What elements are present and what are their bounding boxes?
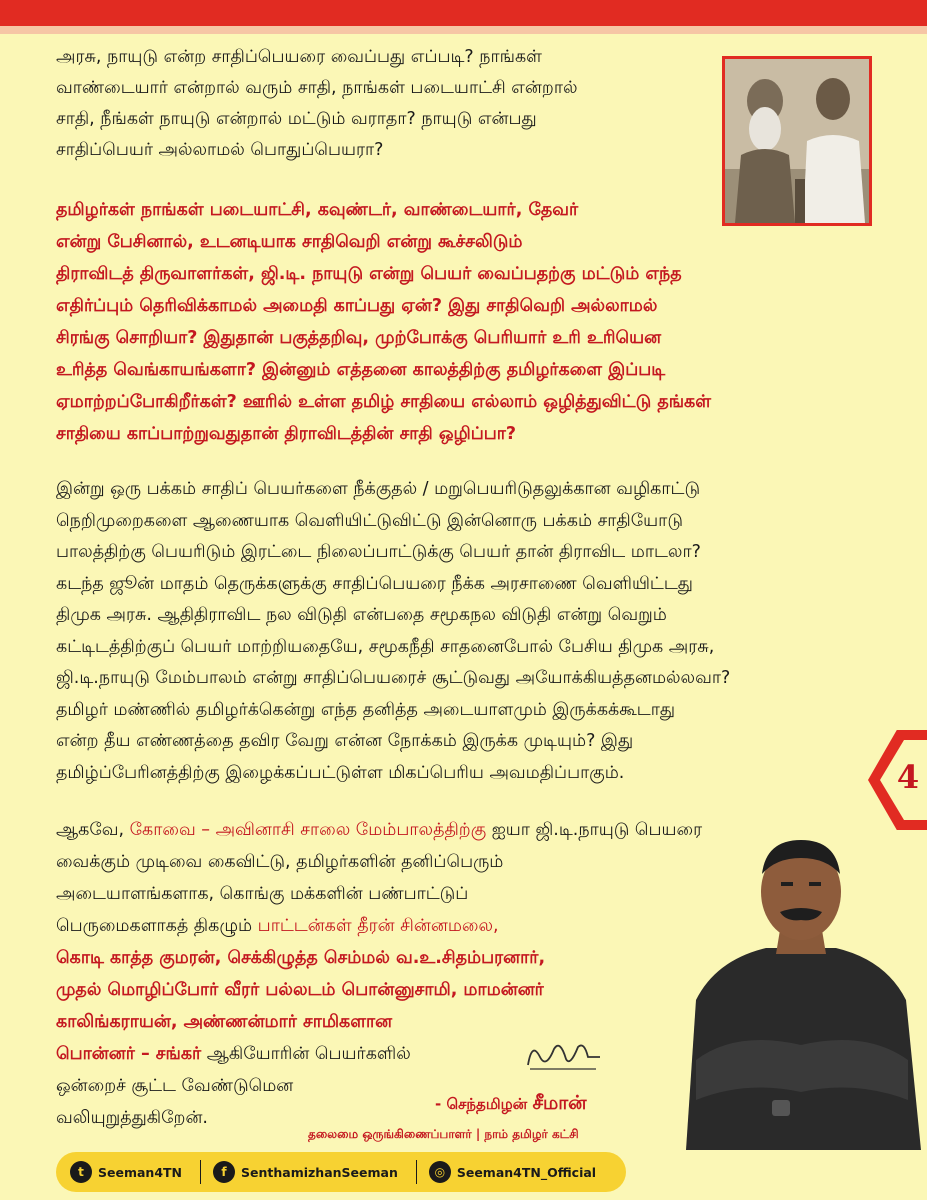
text-line: ஜி.டி.நாயுடு மேம்பாலம் என்று சாதிப்பெயரைச் சூட்டுவது அயோக்கியத்தனமல்லவா?: [56, 668, 731, 688]
social-label: SenthamizhanSeeman: [241, 1164, 398, 1180]
text-line: சாதிப்பெயர் அல்லாமல் பொதுப்பெயரா?: [56, 140, 384, 160]
social-instagram[interactable]: [429, 1161, 596, 1183]
divider: [200, 1160, 201, 1184]
text-line: பாலத்திற்கு பெயரிடும் இரட்டை நிலைப்பாட்டுக்கு பெயர் தான் திராவிட மாடலா?: [56, 542, 701, 562]
social-bar: [56, 1152, 626, 1192]
text-line: ஏமாற்றப்போகிறீர்கள்? ஊரில் உள்ள தமிழ் சாதியை எல்லாம் ஒழித்துவிட்டு தங்கள்: [56, 392, 712, 412]
text-line: தமிழ்ப்பேரினத்திற்கு இழைக்கப்பட்டுள்ள மிகப்பெரிய அவமதிப்பாகும்.: [56, 762, 625, 783]
text-line: திமுக அரசு. ஆதிதிராவிட நல விடுதி என்பதை சமூகநல விடுதி என்று வெறும்: [56, 605, 667, 625]
top-bar-fade: [0, 26, 927, 34]
text-line: காலிங்கராயன், அண்ணன்மார் சாமிகளான: [56, 1012, 393, 1032]
top-red-bar: [0, 0, 927, 26]
twitter-icon: t: [70, 1161, 92, 1183]
social-twitter[interactable]: [70, 1161, 182, 1183]
paragraph-2: [56, 194, 711, 450]
text-line: என்ற தீய எண்ணத்தை தவிர வேறு என்ன நோக்கம் இருக்க முடியும்? இது: [56, 731, 634, 751]
facebook-icon: f: [213, 1161, 235, 1183]
text-line: தமிழர் மண்ணில் தமிழர்க்கென்று எந்த தனித்த அடையாளமும் இருக்கக்கூடாது: [56, 699, 676, 720]
text-line: எதிர்ப்பும் தெரிவிக்காமல் அமைதி காப்பது ஏன்? இது சாதிவெறி அல்லாமல்: [56, 296, 658, 316]
text-line: வலியுறுத்துகிறேன்.: [56, 1108, 208, 1128]
paragraph-1: [56, 42, 578, 166]
signature: [520, 1035, 610, 1075]
text-line: கடந்த ஜூன் மாதம் தெருக்களுக்கு சாதிப்பெயரை நீக்க அரசாணை வெளியிட்டது: [56, 573, 693, 594]
instagram-icon: ◎: [429, 1161, 451, 1183]
text-line: கொடி காத்த குமரன், செக்கிழுத்த செம்மல் வ.உ.சிதம்பரனார்,: [56, 948, 546, 968]
text-line: வைக்கும் முடிவை கைவிட்டு, தமிழர்களின் தனிப்பெரும்: [56, 852, 504, 872]
text-line: என்று பேசினால், உடனடியாக சாதிவெறி என்று கூச்சலிடும்: [56, 232, 523, 252]
text-line: சாதி, நீங்கள் நாயுடு என்றால் மட்டும் வராதா? நாயுடு என்பது: [56, 109, 537, 129]
paragraph-4: [56, 814, 702, 1134]
historical-photo: [722, 56, 872, 226]
text-line: இன்று ஒரு பக்கம் சாதிப் பெயர்களை நீக்குதல் / மறுபெயரிடுதலுக்கான வழிகாட்டு: [56, 479, 701, 499]
text-line: உரித்த வெங்காயங்களா? இன்னும் எத்தனை காலத்திற்கு தமிழர்களை இப்படி: [56, 360, 666, 380]
signatory-name: - செந்தமிழன் சீமான்: [435, 1092, 587, 1114]
text-line: வாண்டையார் என்றால் வரும் சாதி, நாங்கள் படையாட்சி என்றால்: [56, 78, 578, 98]
text-line: ஒன்றைச் சூட்ட வேண்டுமென: [56, 1076, 294, 1096]
page-number: 4: [896, 758, 920, 796]
text-line: பொன்னர் – சங்கர் ஆகியோரின் பெயர்களில்: [56, 1044, 411, 1064]
text-line: திராவிடத் திருவாளர்கள், ஜி.டி. நாயுடு என்று பெயர் வைப்பதற்கு மட்டும் எந்த: [56, 264, 682, 284]
signatory-title: தலைமை ஒருங்கிணைப்பாளர் | நாம் தமிழர் கட்சி: [308, 1127, 579, 1141]
text-line: சாதியை காப்பாற்றுவதுதான் திராவிடத்தின் சாதி ஒழிப்பா?: [56, 424, 517, 444]
social-label: Seeman4TN_Official: [456, 1164, 597, 1180]
text-line: பெருமைகளாகத் திகழும் பாட்டன்கள் தீரன் சின்னமலை,: [56, 916, 499, 936]
paragraph-3: [56, 474, 730, 789]
social-facebook[interactable]: [213, 1161, 398, 1183]
text-line: கட்டிடத்திற்குப் பெயர் மாற்றியதையே, சமூகநீதி சாதனைபோல் பேசிய திமுக அரசு,: [56, 636, 715, 657]
text-line: நெறிமுறைகளை ஆணையாக வெளியிட்டுவிட்டு இன்னொரு பக்கம் சாதியோடு: [56, 510, 683, 531]
text-line: அரசு, நாயுடு என்ற சாதிப்பெயரை வைப்பது எப்படி? நாங்கள்: [56, 47, 542, 67]
leader-portrait: [676, 830, 927, 1150]
text-line: முதல் மொழிப்போர் வீரர் பல்லடம் பொன்னுசாமி, மாமன்னர்: [56, 980, 544, 1000]
text-line: அடையாளங்களாக, கொங்கு மக்களின் பண்பாட்டுப்: [56, 884, 469, 904]
text-line: ஆகவே, கோவை – அவினாசி சாலை மேம்பாலத்திற்கு ஐயா ஜி.டி.நாயுடு பெயரை: [56, 820, 703, 840]
text-line: தமிழர்கள் நாங்கள் படையாட்சி, கவுண்டர், வாண்டையார், தேவர்: [56, 200, 579, 220]
divider: [416, 1160, 417, 1184]
social-label: Seeman4TN: [98, 1164, 183, 1180]
text-line: சிரங்கு சொறியா? இதுதான் பகுத்தறிவு, முற்போக்கு பெரியார் உரி உரியென: [56, 328, 662, 348]
